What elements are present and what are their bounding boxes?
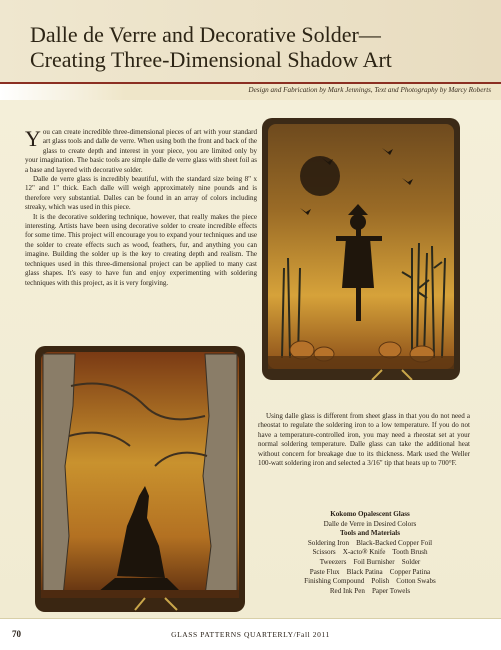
footer-divider: [0, 618, 501, 619]
scarecrow-panel-photo: [262, 118, 460, 380]
title-line-1: Dalle de Verre and Decorative Solder—: [30, 22, 381, 47]
page-number: 70: [12, 629, 21, 639]
sidebar-line: Soldering Iron Black-Backed Copper Foil: [307, 538, 433, 547]
body-paragraph-4: Using dalle glass is different from sheet glass in that you do not need a rheostat to regulate the soldering iron to a low temperature. If you do not have a temperature-controlled iron, you may need a rheostat set at your normal soldering temperature. Dalle glass can take the additional heat without concern for breakage due to its thickness. Mark used the Weller 100-watt soldering iron and selected a 3/16" tip that heats up to 700°F.: [258, 412, 470, 468]
wolf-panel-photo: [35, 346, 245, 612]
sidebar-line: Dalle de Verre in Desired Colors: [323, 519, 417, 528]
byline: Design and Fabrication by Mark Jennings, Text and Photography by Marcy Roberts: [248, 86, 491, 94]
running-footer: GLASS PATTERNS QUARTERLY/Fall 2011: [171, 630, 330, 639]
intro-paragraph-1: You can create incredible three-dimensional pieces of art with your standard art glass tools and dalle de verre. When using both the front and back of the glass to create depth and interest in your piece, you are limited only by your imagination. The basic tools are simple dalle de verre glass with sheet foil as a base and layered with decorative solder.: [25, 126, 257, 174]
sidebar-line: Red Ink Pen Paper Towels: [329, 586, 411, 595]
intro-paragraph-3: It is the decorative soldering technique, however, that really makes the piece interesting. Artists have been using decorative solder to create incredible effects for some time. This project will encourage you to expand your techniques and use the solder to create effects such as wood, feathers, fur, and anything you can imagine. Building the solder up is the key to creating depth and realism. The techniques used in this three-dimensional project can be applied to many cast glass shapes. It's easy to have fun and enjoy experimenting with soldering techniques with this project, as it is very forgiving.: [25, 212, 257, 287]
materials-sidebar: [285, 510, 455, 614]
sidebar-heading-glass: Kokomo Opalescent Glass: [330, 510, 410, 518]
article-title: [30, 22, 500, 72]
sidebar-line: Finishing Compound Polish Cotton Swabs: [304, 577, 436, 586]
drop-cap: Y: [25, 126, 41, 151]
sidebar-line: Paste Flux Black Patina Copper Patina: [309, 567, 431, 576]
sidebar-line: Tweezers Foil Burnisher Solder: [319, 557, 421, 566]
sidebar-line: Scissors X-acto® Knife Tooth Brush: [312, 548, 428, 557]
intro-paragraph-2: Dalle de verre glass is incredibly beautiful, with the standard size being 8" x 12" and 1" thick. Each dalle will weigh approximately nine pounds and is therefore very substantial. Dalles can be found in an array of colors including streaky, which was used in this piece.: [25, 175, 257, 212]
sidebar-heading-tools: Tools and Materials: [339, 529, 401, 538]
title-line-2: Creating Three-Dimensional Shadow Art: [30, 47, 392, 72]
intro-column: [25, 128, 257, 288]
